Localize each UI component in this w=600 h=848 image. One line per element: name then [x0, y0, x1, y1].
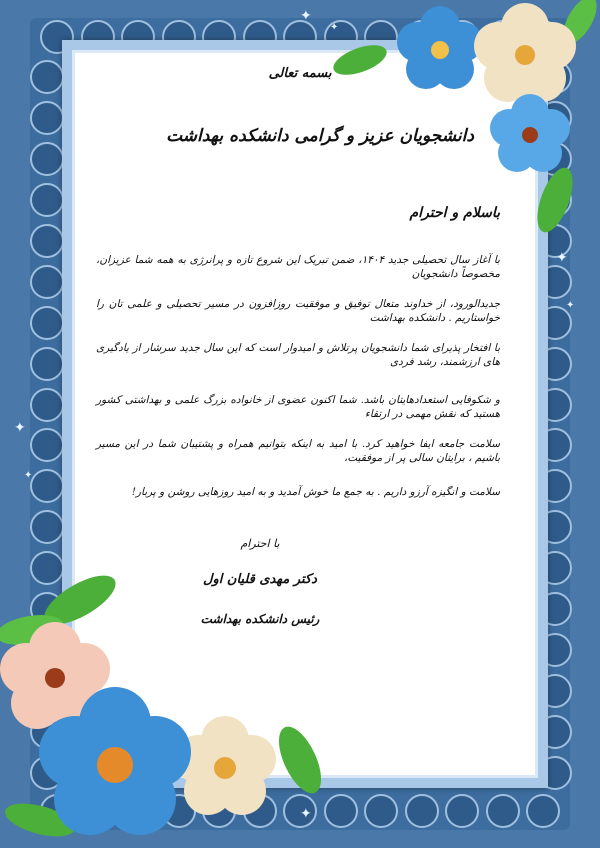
paragraph-line: سلامت و انگیزه آرزو داریم . به جمع ما خوش آمدید و به امید روزهایی روشن و پربار! [131, 486, 500, 498]
sparkle-icon: ✦ [330, 22, 339, 33]
salutation: باسلام و احترام [409, 205, 500, 221]
signer-role: رئیس دانشکده بهداشت [200, 612, 320, 626]
signer-name: دکتر مهدی قلیان اول [203, 572, 317, 587]
bismillah-heading: بسمه تعالی [268, 66, 332, 81]
cream-flower-icon [174, 716, 276, 815]
flower-cluster-top-right [330, 0, 600, 240]
blue-flower-icon [490, 94, 570, 172]
paragraph-line: جدیدالورود، از خداوند متعال توفیق و موفقیت روزافزون در مسیر تحصیلی و علمی تان را خواستاریم . دانشکده بهداشت [96, 298, 500, 324]
sparkle-icon: ✦ [300, 8, 312, 24]
sparkle-icon: ✦ [14, 420, 26, 436]
sparkle-icon: ✦ [556, 250, 568, 266]
sparkle-icon: ✦ [300, 806, 312, 822]
paragraph-line: با آغاز سال تحصیلی جدید ۱۴۰۴، ضمن تبریک این شروع تازه و پرانرژی به همه شما عزیزان، مخصوصاً دانشجویان [96, 254, 500, 280]
sparkle-icon: ✦ [24, 470, 33, 481]
flower-cluster-bottom-left [0, 560, 330, 848]
letter-title: دانشجویان عزیز و گرامی دانشکده بهداشت [166, 126, 474, 146]
paragraph-line: و شکوفایی استعدادهایتان باشد. شما اکنون عضوی از خانواده بزرگ علمی و بهداشتی کشور هستید که نقش مهمی در ارتقاء [96, 394, 500, 420]
paragraph-line: سلامت جامعه ایفا خواهید کرد. با امید به اینکه بتوانیم همراه و پشتیبان شما در این مسیر باشیم ، برایتان سالی پر از موفقیت، [96, 438, 500, 464]
blue-flower-icon [397, 6, 483, 89]
sparkle-icon: ✦ [566, 300, 575, 311]
paragraph-line: با افتخار پذیرای شما دانشجویان پرتلاش و امیدوار است که این سال جدید سرشار از یادگیری های ارزشمند، رشد فردی [96, 342, 500, 368]
closing-respect: با احترام [240, 537, 280, 550]
cream-flower-icon [474, 3, 576, 102]
